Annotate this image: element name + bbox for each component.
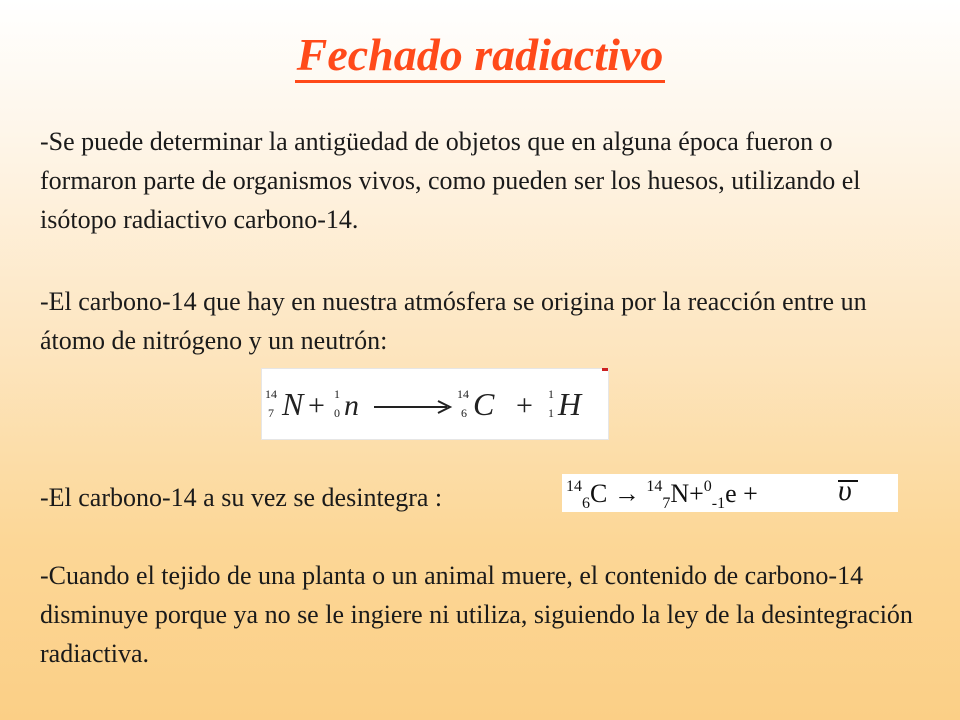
plus-sign: + (743, 479, 758, 508)
paragraph-decay-after-death: -Cuando el tejido de una planta o un animal muere, el contenido de carbono-14 disminuye porque ya no se le ingiere ni utiliza, siguiendo la ley de la desintegración radiactiva. (40, 561, 913, 668)
electron-symbol: e (725, 479, 737, 508)
electron-charge-number: -1 (711, 495, 726, 512)
carbon-symbol: C (473, 386, 495, 422)
decay-arrow-icon: → (613, 479, 640, 508)
neutron-atomic-number: 0 (334, 406, 340, 420)
plus-sign: + (516, 389, 533, 422)
antineutrino-symbol: υ (838, 474, 852, 508)
neutron-mass-number: 1 (334, 387, 340, 401)
plus-sign: + (689, 479, 704, 508)
hydrogen-atomic-number: 1 (548, 406, 554, 420)
page-title: Fechado radiactivo (0, 28, 960, 81)
decay-equation (562, 474, 898, 512)
nuclear-reaction-equation (261, 368, 609, 440)
nitrogen-mass-number: 14 (265, 387, 277, 401)
electron-mass-number: 0 (703, 478, 712, 495)
carbon-atomic-number: 6 (582, 495, 590, 512)
nitrogen-symbol: N (670, 479, 690, 508)
reaction-arrow-icon (374, 401, 450, 413)
nitrogen-symbol: N (282, 386, 304, 422)
nitrogen-mass-number: 14 (646, 478, 663, 495)
paragraph-carbon-origin: -El carbono-14 que hay en nuestra atmósfera se origina por la reacción entre un átomo de nitrógeno y un neutrón: (40, 287, 867, 355)
red-marker (602, 368, 608, 371)
plus-sign: + (308, 389, 325, 422)
neutron-symbol: n (344, 389, 359, 422)
nitrogen-atomic-number: 7 (268, 406, 274, 420)
hydrogen-mass-number: 1 (548, 387, 554, 401)
nitrogen-atomic-number: 7 (662, 495, 671, 512)
hydrogen-symbol: H (558, 386, 582, 422)
carbon-mass-number: 14 (566, 478, 582, 495)
paragraph-carbon-dating-intro: -Se puede determinar la antigüedad de objetos que en alguna época fueron o formaron parte de organismos vivos, como pueden ser los huesos, utilizando el isótopo radiactivo carbono-14. (40, 127, 861, 234)
carbon-symbol: C (590, 479, 608, 508)
carbon-mass-number: 14 (457, 387, 469, 401)
carbon-atomic-number: 6 (461, 406, 467, 420)
paragraph-carbon-decay: -El carbono-14 a su vez se desintegra : (40, 483, 443, 512)
